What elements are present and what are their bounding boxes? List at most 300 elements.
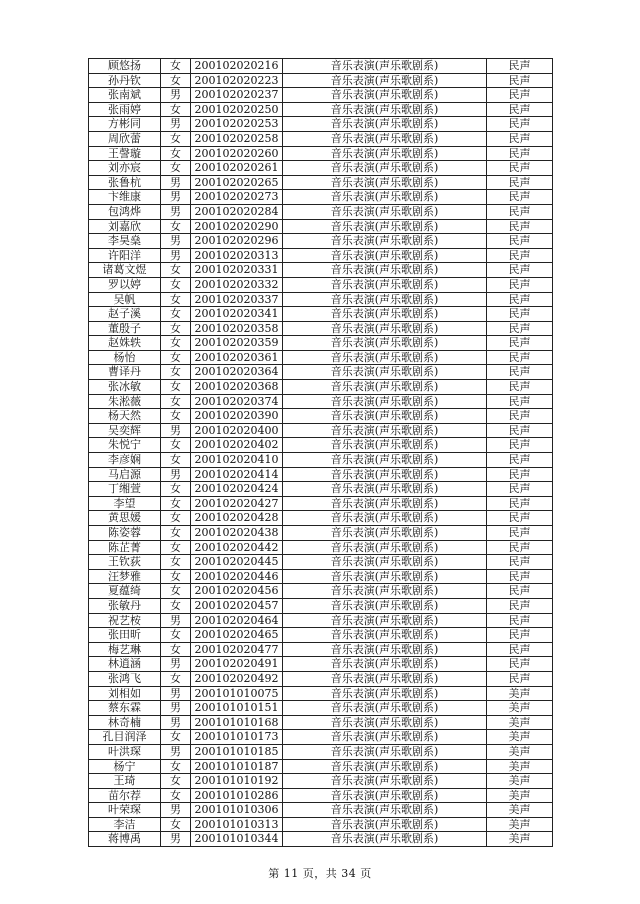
major-cell: 音乐表演(声乐歌剧系)	[283, 803, 487, 818]
table-row	[89, 380, 553, 395]
exam-id-cell: 200102020260	[191, 146, 283, 161]
student-name-cell: 张敏丹	[89, 598, 161, 613]
student-name-cell: 李洁	[89, 817, 161, 832]
gender-cell: 男	[161, 88, 191, 103]
gender-cell: 女	[161, 219, 191, 234]
category-cell: 民声	[487, 292, 553, 307]
student-name-cell: 汪梦雅	[89, 569, 161, 584]
exam-id-cell: 200102020477	[191, 642, 283, 657]
student-name-cell: 董殷子	[89, 321, 161, 336]
exam-id-cell: 200102020368	[191, 380, 283, 395]
gender-cell: 女	[161, 540, 191, 555]
major-cell: 音乐表演(声乐歌剧系)	[283, 642, 487, 657]
table-row	[89, 336, 553, 351]
major-cell: 音乐表演(声乐歌剧系)	[283, 190, 487, 205]
gender-cell: 男	[161, 803, 191, 818]
gender-cell: 男	[161, 467, 191, 482]
table-row	[89, 365, 553, 380]
student-name-cell: 王琦	[89, 774, 161, 789]
student-name-cell: 王謦璇	[89, 146, 161, 161]
category-cell: 民声	[487, 657, 553, 672]
gender-cell: 男	[161, 423, 191, 438]
category-cell: 民声	[487, 175, 553, 190]
student-name-cell: 诸葛文煜	[89, 263, 161, 278]
table-row	[89, 73, 553, 88]
category-cell: 民声	[487, 263, 553, 278]
category-cell: 民声	[487, 336, 553, 351]
category-cell: 民声	[487, 380, 553, 395]
category-cell: 美声	[487, 759, 553, 774]
table-row	[89, 88, 553, 103]
major-cell: 音乐表演(声乐歌剧系)	[283, 219, 487, 234]
student-name-cell: 祝艺桉	[89, 613, 161, 628]
exam-id-cell: 200102020492	[191, 671, 283, 686]
category-cell: 民声	[487, 555, 553, 570]
gender-cell: 女	[161, 336, 191, 351]
table-row	[89, 117, 553, 132]
table-row	[89, 423, 553, 438]
exam-id-cell: 200101010173	[191, 730, 283, 745]
table-row	[89, 146, 553, 161]
student-name-cell: 杨天然	[89, 409, 161, 424]
major-cell: 音乐表演(声乐歌剧系)	[283, 744, 487, 759]
table-row	[89, 832, 553, 847]
gender-cell: 女	[161, 59, 191, 74]
student-name-cell: 赵姝轶	[89, 336, 161, 351]
category-cell: 美声	[487, 817, 553, 832]
student-name-cell: 赵子溪	[89, 307, 161, 322]
major-cell: 音乐表演(声乐歌剧系)	[283, 482, 487, 497]
table-row	[89, 598, 553, 613]
gender-cell: 女	[161, 73, 191, 88]
gender-cell: 女	[161, 292, 191, 307]
major-cell: 音乐表演(声乐歌剧系)	[283, 715, 487, 730]
table-row	[89, 496, 553, 511]
table-row	[89, 248, 553, 263]
exam-id-cell: 200102020457	[191, 598, 283, 613]
exam-id-cell: 200102020374	[191, 394, 283, 409]
major-cell: 音乐表演(声乐歌剧系)	[283, 759, 487, 774]
major-cell: 音乐表演(声乐歌剧系)	[283, 409, 487, 424]
roster-body	[89, 59, 553, 847]
category-cell: 民声	[487, 467, 553, 482]
category-cell: 民声	[487, 59, 553, 74]
student-name-cell: 张鲁杭	[89, 175, 161, 190]
major-cell: 音乐表演(声乐歌剧系)	[283, 88, 487, 103]
gender-cell: 女	[161, 453, 191, 468]
student-name-cell: 卞维康	[89, 190, 161, 205]
exam-id-cell: 200102020359	[191, 336, 283, 351]
major-cell: 音乐表演(声乐歌剧系)	[283, 657, 487, 672]
category-cell: 美声	[487, 686, 553, 701]
gender-cell: 男	[161, 744, 191, 759]
category-cell: 民声	[487, 671, 553, 686]
student-name-cell: 夏蕴绮	[89, 584, 161, 599]
gender-cell: 女	[161, 131, 191, 146]
exam-id-cell: 200102020402	[191, 438, 283, 453]
gender-cell: 男	[161, 204, 191, 219]
category-cell: 民声	[487, 613, 553, 628]
major-cell: 音乐表演(声乐歌剧系)	[283, 161, 487, 176]
student-name-cell: 叶洪琛	[89, 744, 161, 759]
exam-id-cell: 200102020332	[191, 277, 283, 292]
student-name-cell: 李彦娴	[89, 453, 161, 468]
student-name-cell: 朱淞薇	[89, 394, 161, 409]
gender-cell: 女	[161, 511, 191, 526]
category-cell: 美声	[487, 730, 553, 745]
exam-id-cell: 200101010286	[191, 788, 283, 803]
category-cell: 民声	[487, 219, 553, 234]
exam-id-cell: 200102020361	[191, 350, 283, 365]
category-cell: 民声	[487, 423, 553, 438]
exam-id-cell: 200101010344	[191, 832, 283, 847]
gender-cell: 女	[161, 380, 191, 395]
student-name-cell: 杨宁	[89, 759, 161, 774]
gender-cell: 男	[161, 686, 191, 701]
exam-id-cell: 200102020358	[191, 321, 283, 336]
major-cell: 音乐表演(声乐歌剧系)	[283, 438, 487, 453]
major-cell: 音乐表演(声乐歌剧系)	[283, 73, 487, 88]
category-cell: 民声	[487, 248, 553, 263]
category-cell: 美声	[487, 715, 553, 730]
category-cell: 民声	[487, 131, 553, 146]
gender-cell: 男	[161, 832, 191, 847]
student-name-cell: 许阳洋	[89, 248, 161, 263]
table-row	[89, 204, 553, 219]
exam-id-cell: 200101010151	[191, 701, 283, 716]
student-name-cell: 马启源	[89, 467, 161, 482]
major-cell: 音乐表演(声乐歌剧系)	[283, 774, 487, 789]
table-row	[89, 701, 553, 716]
major-cell: 音乐表演(声乐歌剧系)	[283, 555, 487, 570]
table-row	[89, 803, 553, 818]
major-cell: 音乐表演(声乐歌剧系)	[283, 569, 487, 584]
gender-cell: 女	[161, 365, 191, 380]
category-cell: 民声	[487, 569, 553, 584]
student-name-cell: 梅艺琳	[89, 642, 161, 657]
category-cell: 民声	[487, 598, 553, 613]
table-row	[89, 321, 553, 336]
exam-id-cell: 200101010075	[191, 686, 283, 701]
table-row	[89, 511, 553, 526]
exam-id-cell: 200102020337	[191, 292, 283, 307]
exam-id-cell: 200101010187	[191, 759, 283, 774]
major-cell: 音乐表演(声乐歌剧系)	[283, 613, 487, 628]
gender-cell: 女	[161, 350, 191, 365]
table-row	[89, 131, 553, 146]
gender-cell: 女	[161, 482, 191, 497]
table-row	[89, 234, 553, 249]
table-row	[89, 744, 553, 759]
category-cell: 美声	[487, 774, 553, 789]
gender-cell: 女	[161, 584, 191, 599]
student-name-cell: 吴奕辉	[89, 423, 161, 438]
table-row	[89, 219, 553, 234]
exam-id-cell: 200102020258	[191, 131, 283, 146]
major-cell: 音乐表演(声乐歌剧系)	[283, 307, 487, 322]
major-cell: 音乐表演(声乐歌剧系)	[283, 598, 487, 613]
table-row	[89, 102, 553, 117]
student-name-cell: 蒋博禹	[89, 832, 161, 847]
gender-cell: 女	[161, 642, 191, 657]
exam-id-cell: 200102020296	[191, 234, 283, 249]
category-cell: 民声	[487, 102, 553, 117]
major-cell: 音乐表演(声乐歌剧系)	[283, 365, 487, 380]
student-name-cell: 陈芷菁	[89, 540, 161, 555]
exam-id-cell: 200101010313	[191, 817, 283, 832]
exam-id-cell: 200102020424	[191, 482, 283, 497]
gender-cell: 女	[161, 102, 191, 117]
table-row	[89, 657, 553, 672]
exam-id-cell: 200102020414	[191, 467, 283, 482]
table-row	[89, 175, 553, 190]
exam-id-cell: 200102020456	[191, 584, 283, 599]
major-cell: 音乐表演(声乐歌剧系)	[283, 701, 487, 716]
exam-id-cell: 200102020428	[191, 511, 283, 526]
major-cell: 音乐表演(声乐歌剧系)	[283, 234, 487, 249]
category-cell: 民声	[487, 584, 553, 599]
gender-cell: 女	[161, 759, 191, 774]
gender-cell: 女	[161, 161, 191, 176]
major-cell: 音乐表演(声乐歌剧系)	[283, 350, 487, 365]
exam-id-cell: 200102020331	[191, 263, 283, 278]
exam-id-cell: 200102020284	[191, 204, 283, 219]
category-cell: 民声	[487, 540, 553, 555]
major-cell: 音乐表演(声乐歌剧系)	[283, 131, 487, 146]
exam-id-cell: 200101010192	[191, 774, 283, 789]
gender-cell: 男	[161, 701, 191, 716]
table-row	[89, 584, 553, 599]
table-row	[89, 628, 553, 643]
table-row	[89, 526, 553, 541]
exam-id-cell: 200101010185	[191, 744, 283, 759]
table-row	[89, 453, 553, 468]
category-cell: 民声	[487, 628, 553, 643]
student-name-cell: 张雨婷	[89, 102, 161, 117]
exam-id-cell: 200102020438	[191, 526, 283, 541]
category-cell: 民声	[487, 234, 553, 249]
exam-id-cell: 200102020410	[191, 453, 283, 468]
student-name-cell: 王钦荻	[89, 555, 161, 570]
table-row	[89, 161, 553, 176]
major-cell: 音乐表演(声乐歌剧系)	[283, 730, 487, 745]
gender-cell: 女	[161, 569, 191, 584]
student-name-cell: 杨怡	[89, 350, 161, 365]
gender-cell: 女	[161, 321, 191, 336]
exam-id-cell: 200102020445	[191, 555, 283, 570]
major-cell: 音乐表演(声乐歌剧系)	[283, 175, 487, 190]
category-cell: 民声	[487, 321, 553, 336]
gender-cell: 男	[161, 715, 191, 730]
major-cell: 音乐表演(声乐歌剧系)	[283, 671, 487, 686]
major-cell: 音乐表演(声乐歌剧系)	[283, 248, 487, 263]
exam-id-cell: 200102020464	[191, 613, 283, 628]
table-row	[89, 817, 553, 832]
table-row	[89, 759, 553, 774]
student-name-cell: 林逍涵	[89, 657, 161, 672]
exam-id-cell: 200102020253	[191, 117, 283, 132]
category-cell: 民声	[487, 642, 553, 657]
category-cell: 民声	[487, 526, 553, 541]
category-cell: 民声	[487, 394, 553, 409]
major-cell: 音乐表演(声乐歌剧系)	[283, 204, 487, 219]
table-row	[89, 467, 553, 482]
category-cell: 民声	[487, 88, 553, 103]
table-row	[89, 715, 553, 730]
exam-id-cell: 200101010306	[191, 803, 283, 818]
major-cell: 音乐表演(声乐歌剧系)	[283, 394, 487, 409]
exam-id-cell: 200102020446	[191, 569, 283, 584]
student-name-cell: 林奇楠	[89, 715, 161, 730]
exam-id-cell: 200101010168	[191, 715, 283, 730]
exam-id-cell: 200102020313	[191, 248, 283, 263]
major-cell: 音乐表演(声乐歌剧系)	[283, 117, 487, 132]
category-cell: 美声	[487, 803, 553, 818]
major-cell: 音乐表演(声乐歌剧系)	[283, 496, 487, 511]
student-name-cell: 周欣蕾	[89, 131, 161, 146]
student-name-cell: 苗尔荐	[89, 788, 161, 803]
category-cell: 民声	[487, 350, 553, 365]
table-row	[89, 394, 553, 409]
table-row	[89, 263, 553, 278]
gender-cell: 男	[161, 190, 191, 205]
major-cell: 音乐表演(声乐歌剧系)	[283, 59, 487, 74]
exam-id-cell: 200102020273	[191, 190, 283, 205]
major-cell: 音乐表演(声乐歌剧系)	[283, 584, 487, 599]
gender-cell: 女	[161, 409, 191, 424]
student-name-cell: 叶荣琛	[89, 803, 161, 818]
student-name-cell: 刘相如	[89, 686, 161, 701]
exam-id-cell: 200102020237	[191, 88, 283, 103]
table-row	[89, 292, 553, 307]
exam-id-cell: 200102020465	[191, 628, 283, 643]
gender-cell: 女	[161, 598, 191, 613]
major-cell: 音乐表演(声乐歌剧系)	[283, 336, 487, 351]
category-cell: 美声	[487, 744, 553, 759]
exam-id-cell: 200102020290	[191, 219, 283, 234]
category-cell: 民声	[487, 453, 553, 468]
exam-id-cell: 200102020427	[191, 496, 283, 511]
gender-cell: 女	[161, 394, 191, 409]
gender-cell: 女	[161, 555, 191, 570]
exam-id-cell: 200102020400	[191, 423, 283, 438]
table-row	[89, 642, 553, 657]
gender-cell: 女	[161, 671, 191, 686]
student-name-cell: 张冰敏	[89, 380, 161, 395]
student-name-cell: 张鸿飞	[89, 671, 161, 686]
major-cell: 音乐表演(声乐歌剧系)	[283, 423, 487, 438]
exam-id-cell: 200102020261	[191, 161, 283, 176]
major-cell: 音乐表演(声乐歌剧系)	[283, 321, 487, 336]
table-row	[89, 613, 553, 628]
student-name-cell: 方彬同	[89, 117, 161, 132]
gender-cell: 女	[161, 263, 191, 278]
exam-id-cell: 200102020442	[191, 540, 283, 555]
major-cell: 音乐表演(声乐歌剧系)	[283, 526, 487, 541]
category-cell: 民声	[487, 482, 553, 497]
category-cell: 民声	[487, 204, 553, 219]
student-name-cell: 黄思媛	[89, 511, 161, 526]
major-cell: 音乐表演(声乐歌剧系)	[283, 511, 487, 526]
exam-id-cell: 200102020265	[191, 175, 283, 190]
table-row	[89, 482, 553, 497]
student-name-cell: 孙丹钦	[89, 73, 161, 88]
category-cell: 民声	[487, 496, 553, 511]
student-name-cell: 曹译丹	[89, 365, 161, 380]
student-name-cell: 罗以婷	[89, 277, 161, 292]
major-cell: 音乐表演(声乐歌剧系)	[283, 453, 487, 468]
category-cell: 民声	[487, 73, 553, 88]
category-cell: 美声	[487, 832, 553, 847]
table-row	[89, 190, 553, 205]
gender-cell: 女	[161, 628, 191, 643]
table-row	[89, 774, 553, 789]
student-name-cell: 蔡东霖	[89, 701, 161, 716]
gender-cell: 女	[161, 788, 191, 803]
exam-id-cell: 200102020390	[191, 409, 283, 424]
category-cell: 民声	[487, 146, 553, 161]
exam-id-cell: 200102020223	[191, 73, 283, 88]
table-row	[89, 307, 553, 322]
student-name-cell: 顾悠扬	[89, 59, 161, 74]
major-cell: 音乐表演(声乐歌剧系)	[283, 788, 487, 803]
gender-cell: 女	[161, 438, 191, 453]
gender-cell: 男	[161, 613, 191, 628]
exam-id-cell: 200102020491	[191, 657, 283, 672]
major-cell: 音乐表演(声乐歌剧系)	[283, 686, 487, 701]
category-cell: 美声	[487, 788, 553, 803]
gender-cell: 男	[161, 657, 191, 672]
table-row	[89, 438, 553, 453]
exam-id-cell: 200102020216	[191, 59, 283, 74]
student-name-cell: 张田昕	[89, 628, 161, 643]
student-name-cell: 丁缃萱	[89, 482, 161, 497]
major-cell: 音乐表演(声乐歌剧系)	[283, 292, 487, 307]
table-row	[89, 686, 553, 701]
major-cell: 音乐表演(声乐歌剧系)	[283, 146, 487, 161]
gender-cell: 女	[161, 817, 191, 832]
gender-cell: 女	[161, 307, 191, 322]
exam-id-cell: 200102020250	[191, 102, 283, 117]
student-name-cell: 张南斌	[89, 88, 161, 103]
category-cell: 民声	[487, 117, 553, 132]
gender-cell: 女	[161, 730, 191, 745]
student-name-cell: 李昊燊	[89, 234, 161, 249]
gender-cell: 女	[161, 496, 191, 511]
student-name-cell: 李望	[89, 496, 161, 511]
gender-cell: 女	[161, 526, 191, 541]
table-row	[89, 730, 553, 745]
student-name-cell: 孔目润泽	[89, 730, 161, 745]
gender-cell: 男	[161, 234, 191, 249]
category-cell: 民声	[487, 511, 553, 526]
roster-table	[88, 58, 553, 847]
gender-cell: 男	[161, 117, 191, 132]
table-row	[89, 277, 553, 292]
exam-id-cell: 200102020341	[191, 307, 283, 322]
gender-cell: 女	[161, 146, 191, 161]
category-cell: 美声	[487, 701, 553, 716]
major-cell: 音乐表演(声乐歌剧系)	[283, 102, 487, 117]
table-row	[89, 540, 553, 555]
category-cell: 民声	[487, 190, 553, 205]
gender-cell: 男	[161, 175, 191, 190]
table-row	[89, 350, 553, 365]
major-cell: 音乐表演(声乐歌剧系)	[283, 628, 487, 643]
major-cell: 音乐表演(声乐歌剧系)	[283, 263, 487, 278]
major-cell: 音乐表演(声乐歌剧系)	[283, 832, 487, 847]
major-cell: 音乐表演(声乐歌剧系)	[283, 817, 487, 832]
